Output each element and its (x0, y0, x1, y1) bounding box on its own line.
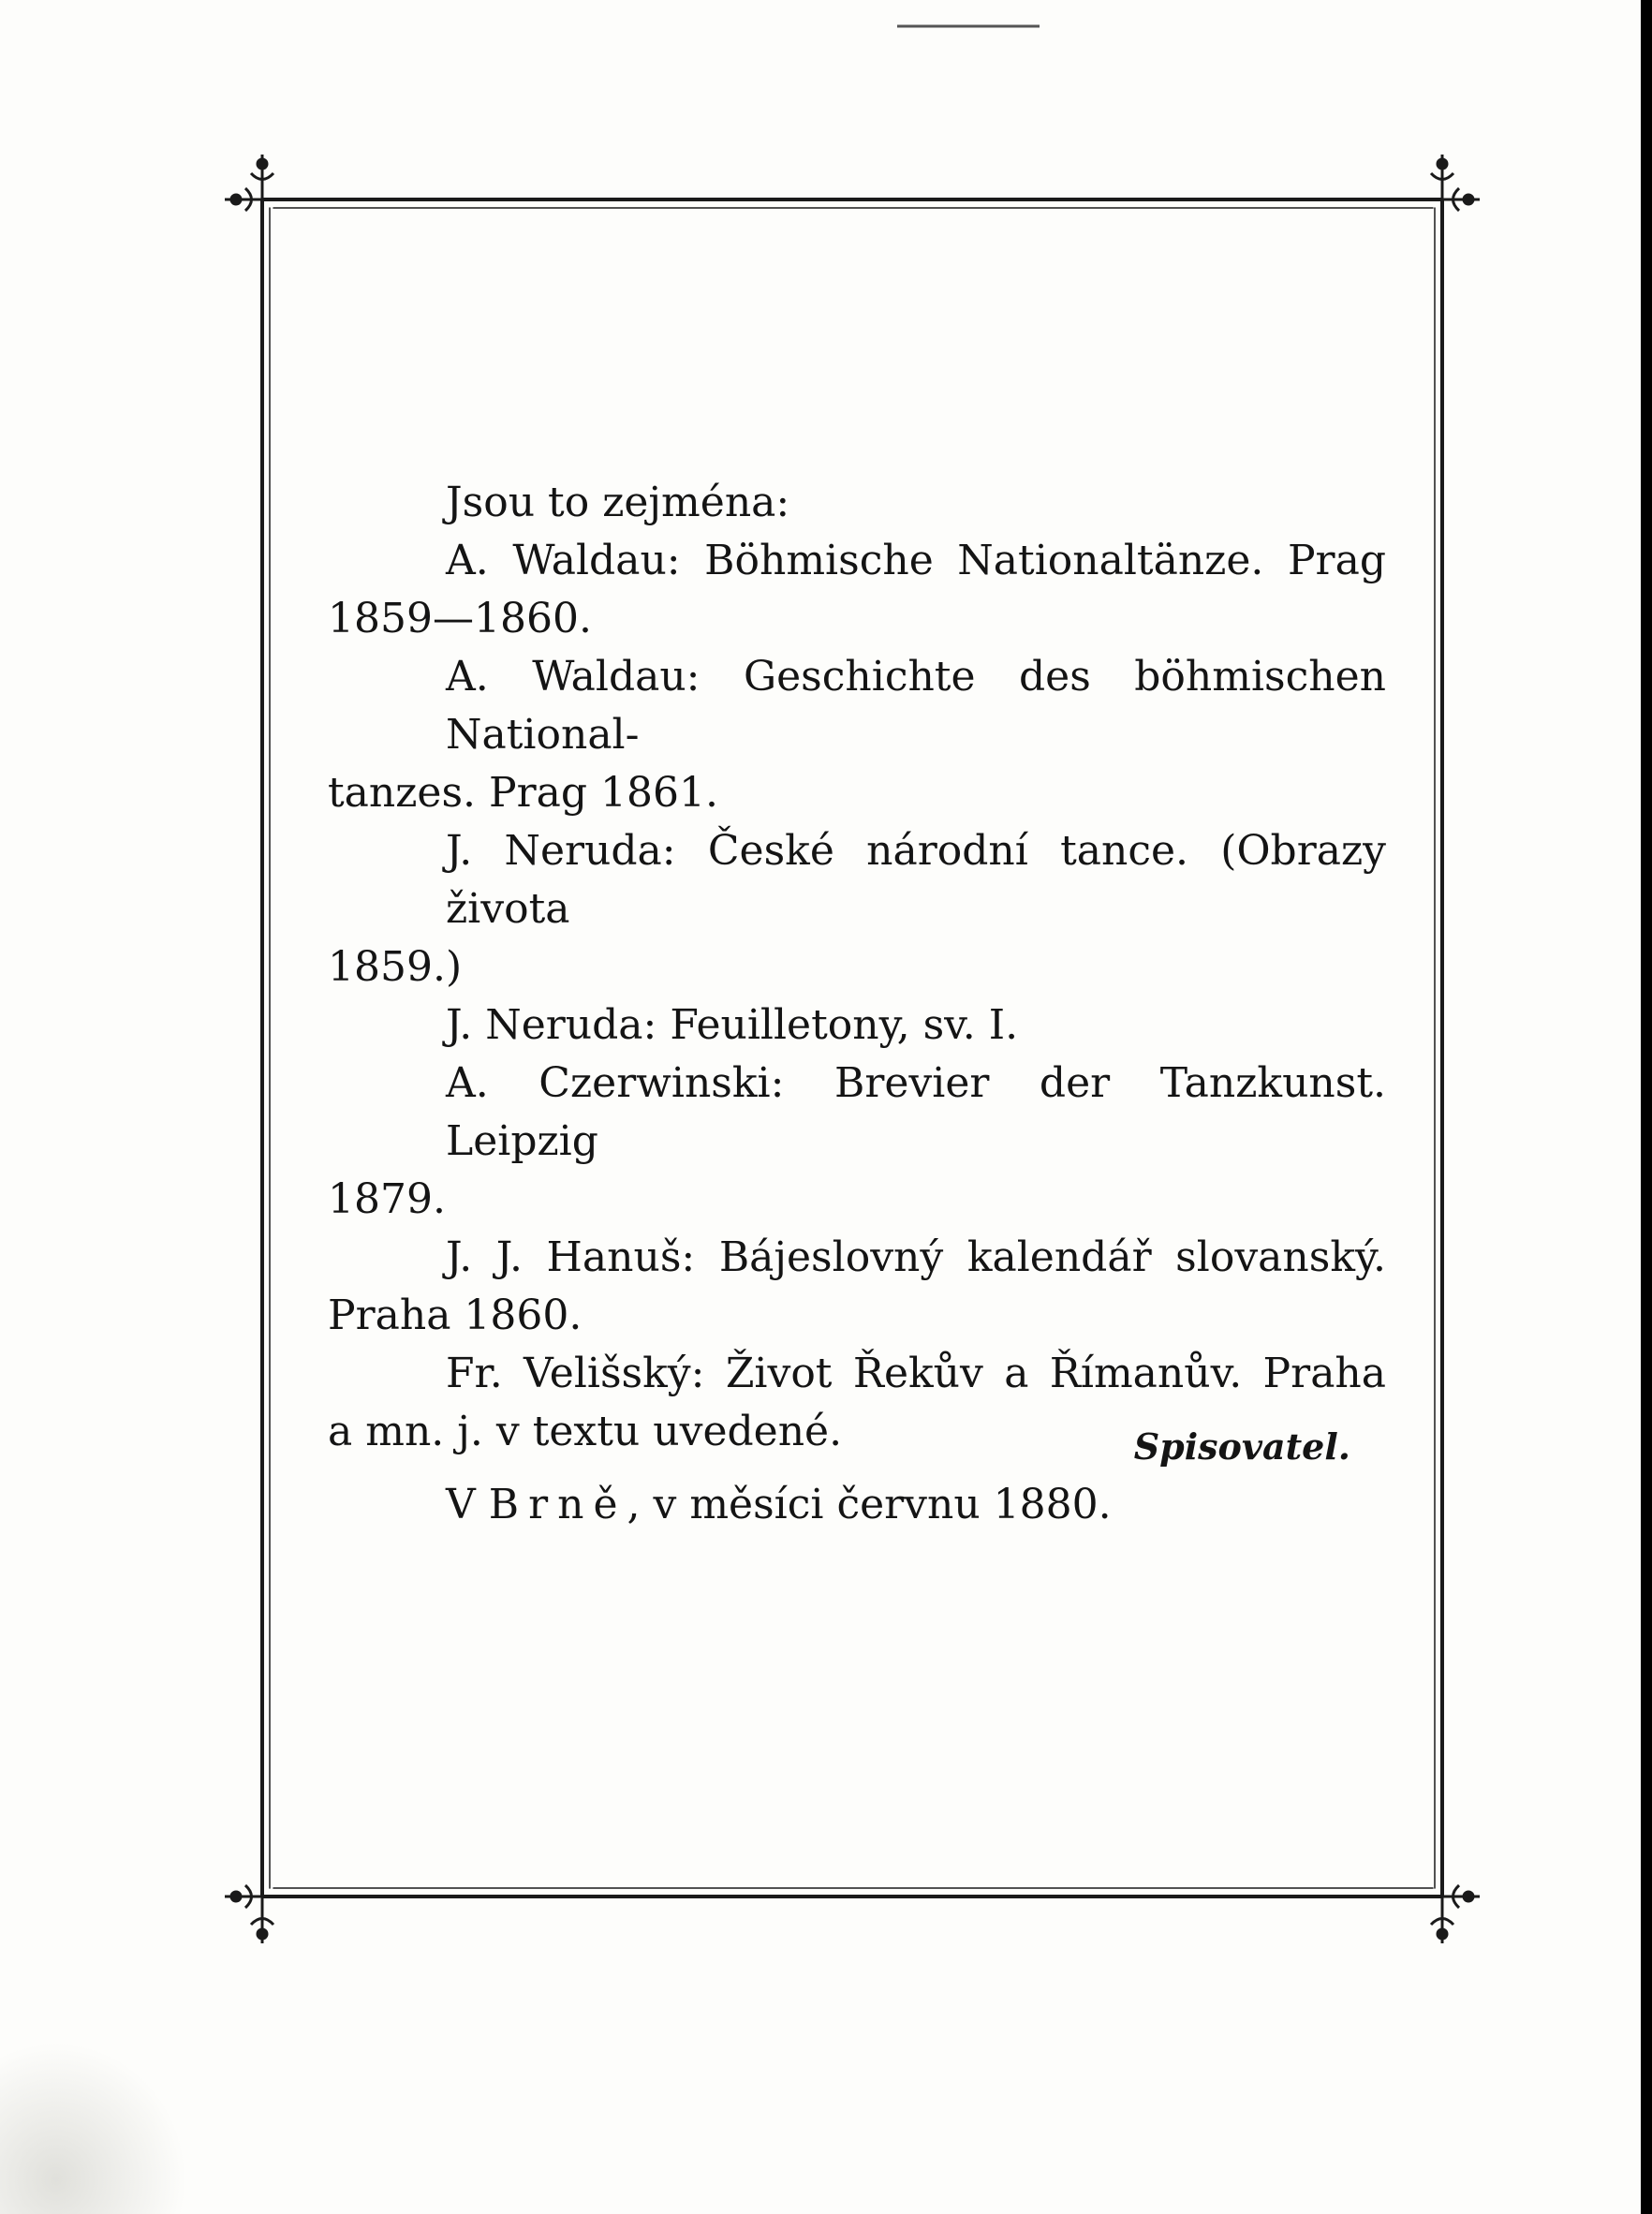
place-city: Brně (488, 1481, 627, 1528)
reference-line: 1879. (328, 1175, 446, 1223)
reference-line: A. Waldau: Böhmische Nationaltänze. Prag (446, 537, 1386, 584)
date-suffix: , v měsíci červnu 1880. (627, 1481, 1112, 1528)
reference-entry (328, 996, 1386, 1055)
bibliography-text (328, 474, 1386, 1534)
reference-line: 1859.) (328, 943, 463, 991)
intro-line: Jsou to zejména: (446, 479, 790, 526)
place-date-line (328, 1476, 1386, 1534)
scan-edge (1641, 0, 1652, 2214)
reference-entry (328, 532, 1386, 648)
reference-entry (328, 1055, 1386, 1229)
reference-line: Fr. Velišský: Život Řekův a Římanův. Praha (446, 1350, 1386, 1397)
author-signature: Spisovatel. (1133, 1425, 1350, 1468)
reference-line: Praha 1860. (328, 1292, 583, 1339)
reference-line: J. Neruda: České národní tance. (Obrazy života (446, 827, 1386, 933)
reference-line: a mn. j. v textu uvedené. (328, 1408, 843, 1455)
reference-line: 1859—1860. (328, 595, 592, 642)
reference-list (328, 532, 1386, 1461)
paper-stain (0, 2042, 187, 2214)
place-prefix: V (446, 1481, 489, 1528)
reference-entry (328, 648, 1386, 822)
reference-entry (328, 822, 1386, 996)
reference-line: tanzes. Prag 1861. (328, 769, 719, 817)
reference-line: A. Waldau: Geschichte des böhmischen National- (446, 653, 1386, 759)
reference-line: J. Neruda: Feuilletony, sv. I. (446, 1001, 1019, 1049)
reference-line: J. J. Hanuš: Bájeslovný kalendář slovanský. (446, 1233, 1386, 1281)
reference-line: A. Czerwinski: Brevier der Tanzkunst. Leipzig (446, 1059, 1386, 1165)
reference-entry (328, 1229, 1386, 1345)
